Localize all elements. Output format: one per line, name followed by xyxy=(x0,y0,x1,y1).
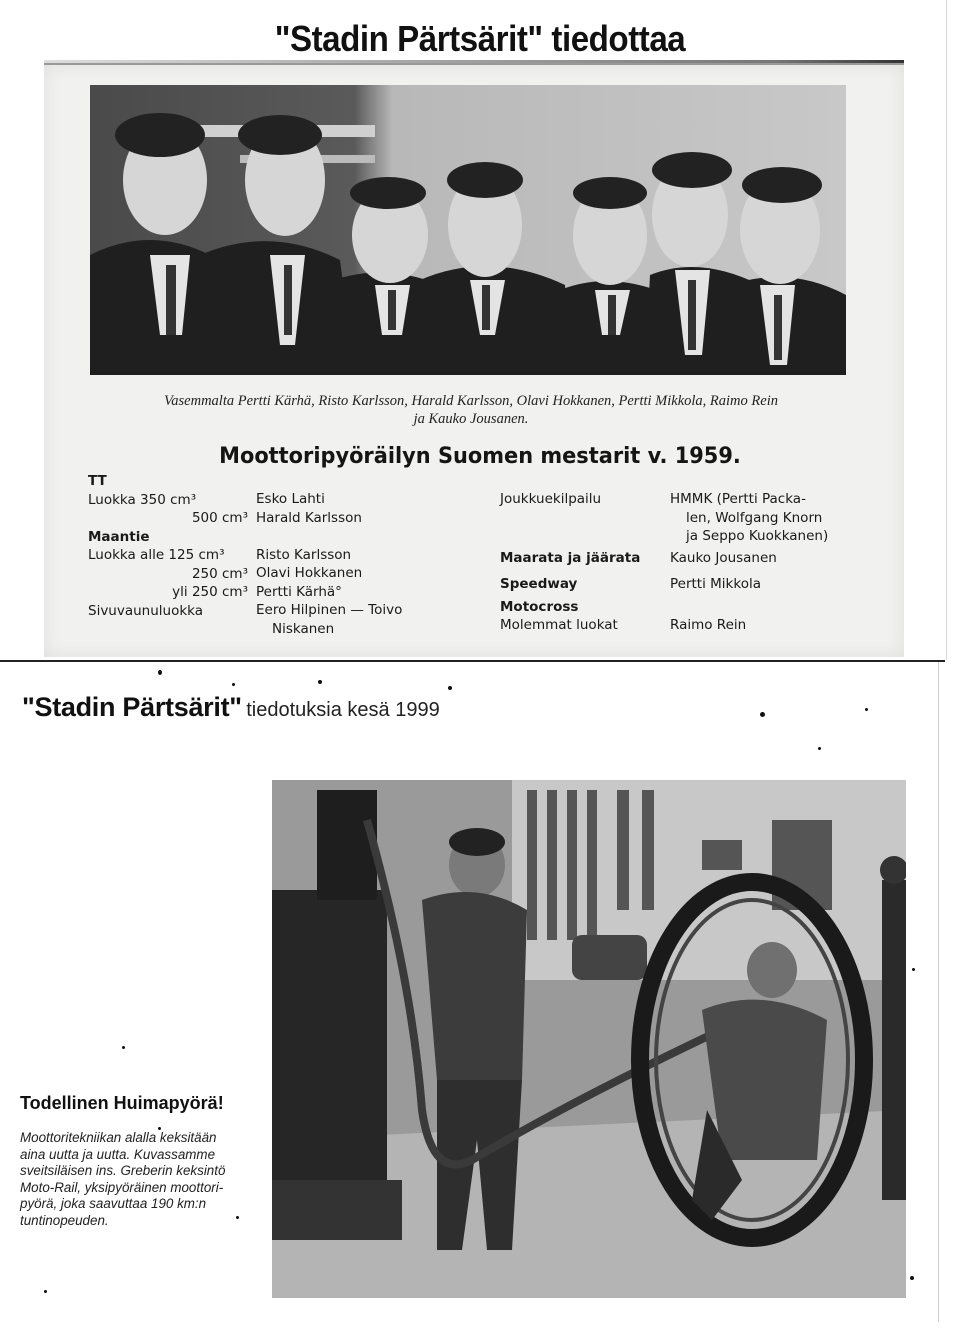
winner-cell: ja Seppo Kuokkanen) xyxy=(686,528,829,544)
section-tt: TT xyxy=(88,473,107,489)
class-cell: Joukkuekilpailu xyxy=(500,491,602,507)
winner-cell: Esko Lahti xyxy=(256,491,325,507)
winner-cell: Niskanen xyxy=(272,620,335,637)
section-divider xyxy=(0,660,945,662)
sidebar-heading: Todellinen Huimapyörä! xyxy=(20,1093,224,1113)
photo-caption xyxy=(86,392,856,428)
left-table-winners xyxy=(256,490,496,638)
class-cell: 250 cm³ xyxy=(191,565,248,582)
winner-cell: Eero Hilpinen — Toivo xyxy=(256,602,403,618)
winner-cell: Pertti Kärhä° xyxy=(256,583,342,600)
group-portrait-photo xyxy=(90,85,846,375)
right-table-classes xyxy=(500,490,670,635)
winner-cell: Risto Karlsson xyxy=(256,546,352,563)
section-motocross: Motocross xyxy=(500,598,579,615)
page-edge-rule xyxy=(946,0,947,660)
monowheel-icon xyxy=(272,780,906,1298)
left-table-classes xyxy=(88,472,256,620)
section-title-bold: "Stadin Pärtsärit" xyxy=(22,692,242,722)
sidebar-text-line: sveitsiläisen ins. Greberin keksintö xyxy=(20,1163,226,1179)
class-cell: Luokka alle 125 cm³ xyxy=(88,547,225,563)
clipping-top-edge xyxy=(44,60,904,63)
sidebar-text-line: Moto-Rail, yksipyöräinen moottori- xyxy=(20,1179,224,1195)
sidebar-text-line: aina uutta ja uutta. Kuvassamme xyxy=(20,1146,216,1162)
winner-cell: Raimo Rein xyxy=(670,617,747,633)
sidebar-text-line: pyörä, joka saavuttaa 190 km:n xyxy=(20,1196,207,1212)
group-portrait-icon xyxy=(90,85,846,375)
caption-line-2: ja Kauko Jousanen. xyxy=(413,411,529,427)
class-cell: Molemmat luokat xyxy=(500,617,618,633)
class-cell: Luokka 350 cm³ xyxy=(88,491,197,508)
winner-cell: Kauko Jousanen xyxy=(670,549,777,566)
winner-cell: HMMK (Pertti Packa- xyxy=(670,491,806,507)
class-cell: 500 cm³ xyxy=(191,510,248,526)
winner-cell: len, Wolfgang Knorn xyxy=(686,509,823,526)
sidebar-text-line: tuntinopeuden. xyxy=(20,1212,109,1228)
sidebar-text xyxy=(20,1130,270,1230)
right-table-winners xyxy=(670,490,850,635)
winner-cell: Pertti Mikkola xyxy=(670,575,761,592)
sidebar-text-line: Moottoritekniikan alalla keksitään xyxy=(20,1130,217,1145)
winner-cell: Olavi Hokkanen xyxy=(256,565,363,581)
winner-cell: Harald Karlsson xyxy=(256,509,362,526)
page-title: "Stadin Pärtsärit" tiedottaa xyxy=(274,18,686,59)
class-cell: yli 250 cm³ xyxy=(172,584,248,600)
champions-heading: Moottoripyöräilyn Suomen mestarit v. 1959. xyxy=(219,444,741,469)
caption-line-1: Vasemmalta Pertti Kärhä, Risto Karlsson, Harald Karlsson, Olavi Hokkanen, Pertti Mikkola, Raimo Rein xyxy=(164,393,778,409)
lower-page-edge xyxy=(938,662,939,1322)
section-ice: Maarata ja jäärata xyxy=(500,549,641,566)
section-maantie: Maantie xyxy=(88,528,150,545)
section-title-rest: tiedotuksia kesä 1999 xyxy=(246,699,440,721)
monowheel-photo xyxy=(272,780,906,1298)
class-cell: Sivuvaunuluokka xyxy=(88,602,204,619)
section-speedway: Speedway xyxy=(500,575,578,592)
section-title-1999 xyxy=(22,692,440,723)
